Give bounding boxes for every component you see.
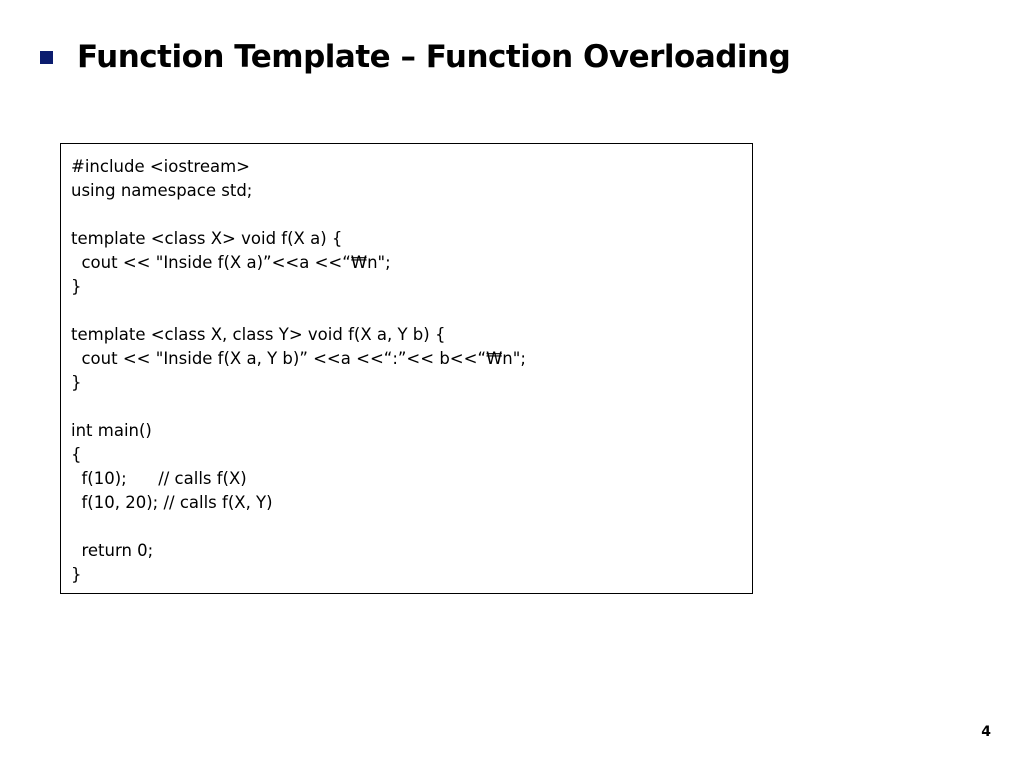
code-line: using namespace std; xyxy=(71,181,253,200)
code-line: f(10); // calls f(X) xyxy=(71,469,247,488)
page-number: 4 xyxy=(981,724,991,740)
code-line: cout << "Inside f(X a, Y b)” <<a <<“:”<< b<<“₩n"; xyxy=(71,349,526,368)
bullet-square-icon xyxy=(40,51,53,64)
code-line: cout << "Inside f(X a)”<<a <<“₩n"; xyxy=(71,253,391,272)
code-line xyxy=(71,515,752,539)
code-line: template <class X> void f(X a) { xyxy=(71,229,343,248)
code-line: } xyxy=(71,277,82,296)
code-line xyxy=(71,203,752,227)
code-line: int main() xyxy=(71,421,152,440)
code-line: return 0; xyxy=(71,541,154,560)
code-line: f(10, 20); // calls f(X, Y) xyxy=(71,493,273,512)
code-line: { xyxy=(71,445,82,464)
slide-title xyxy=(40,34,790,80)
code-line: template <class X, class Y> void f(X a, Y b) { xyxy=(71,325,446,344)
code-line: #include <iostream> xyxy=(71,157,251,176)
code-line: } xyxy=(71,373,82,392)
code-line xyxy=(71,395,752,419)
page-title: Function Template – Function Overloading xyxy=(77,39,791,75)
code-box xyxy=(60,143,753,594)
code-line: } xyxy=(71,565,82,584)
code-line xyxy=(71,299,752,323)
